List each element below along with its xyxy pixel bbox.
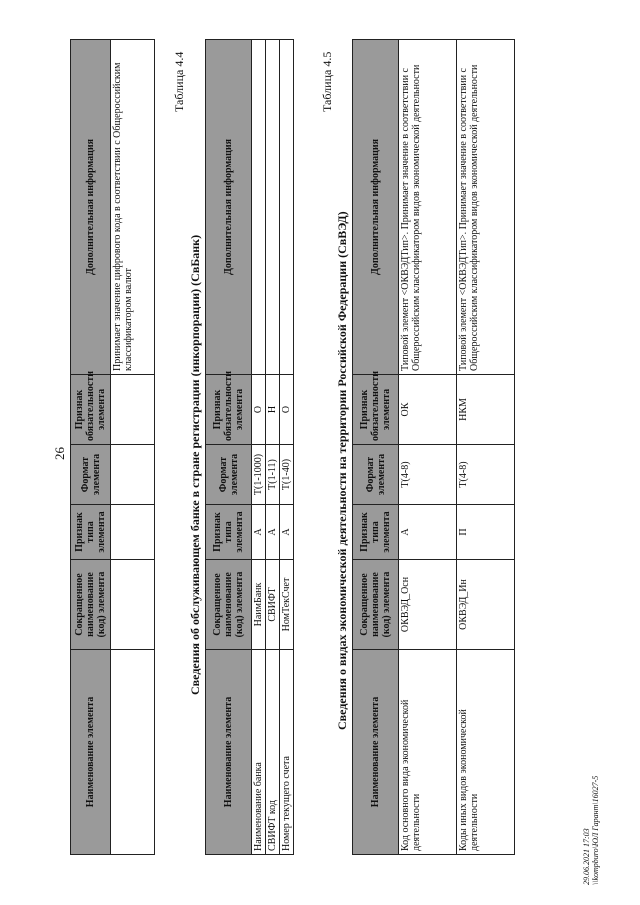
table-row: [399, 40, 457, 855]
header-cell: Признак типа элемента: [353, 505, 399, 560]
header-cell: Формат элемента: [353, 445, 399, 505]
table-caption-4-4: Таблица 4.4: [172, 51, 186, 112]
table-cell: Н: [266, 375, 280, 445]
table-header-row: [353, 40, 399, 855]
header-cell: Наименование элемента: [206, 650, 252, 855]
header-cell: Дополнительная информация: [353, 40, 399, 375]
table-cell: ОК: [399, 375, 457, 445]
table-cell: ОКВЭД_Ин: [457, 560, 515, 650]
footer-path: \\kompburo\ЮЛ Гарант\16027-5: [591, 775, 600, 885]
table-cell: ОКВЭД_Осн: [399, 560, 457, 650]
header-cell: Дополнительная информация: [71, 40, 111, 375]
table-row: [252, 40, 266, 855]
header-cell: Сокращенное наименование (код) элемента: [71, 560, 111, 650]
table-cell: Типовой элемент <ОКВЭДТип>. Принимает значение в соответствии с Общероссийским классификатором видов экономической деятельности: [457, 40, 515, 375]
table-cell: П: [457, 505, 515, 560]
table-cell: Наименование банка: [252, 650, 266, 855]
page-number: 26: [52, 447, 67, 460]
table-cell: [266, 40, 280, 375]
header-cell: Признак обязательности элемента: [353, 375, 399, 445]
footer-date: 29.06.2021 17:03: [582, 828, 591, 885]
continuation-table: [70, 39, 155, 855]
table-cell: О: [280, 375, 294, 445]
header-cell: Признак обязательности элемента: [206, 375, 252, 445]
table-row: [280, 40, 294, 855]
table-cell: А: [280, 505, 294, 560]
header-cell: Признак обязательности элемента: [71, 375, 111, 445]
table-row: [266, 40, 280, 855]
header-cell: Дополнительная информация: [206, 40, 252, 375]
table-row: [457, 40, 515, 855]
table-4-4: [205, 39, 294, 855]
table-cell: T(4-8): [457, 445, 515, 505]
table-cell: T(1-40): [280, 445, 294, 505]
table-header-row: [71, 40, 111, 855]
table-cell: НаимБанк: [252, 560, 266, 650]
table-header-row: [206, 40, 252, 855]
table-title-4-4: Сведения об обслуживающем банке в стране регистрации (инкорпорации) (СвБанк): [188, 234, 202, 695]
table-cell: Код основного вида экономической деятельности: [399, 650, 457, 855]
table-row: [111, 40, 155, 855]
header-cell: Формат элемента: [71, 445, 111, 505]
header-cell: Наименование элемента: [71, 650, 111, 855]
table-cell: T(4-8): [399, 445, 457, 505]
table-cell: [111, 560, 155, 650]
table-cell: НКМ: [457, 375, 515, 445]
header-cell: Признак типа элемента: [71, 505, 111, 560]
table-cell: СВИФТ код: [266, 650, 280, 855]
table-cell: А: [266, 505, 280, 560]
footer-stamp: [582, 776, 600, 885]
table-cell: А: [399, 505, 457, 560]
table-cell: Номер текущего счета: [280, 650, 294, 855]
table-title-4-5: Сведения о видах экономической деятельности на территории Российской Федерации (СвВЭД): [335, 211, 349, 730]
table-caption-4-5: Таблица 4.5: [320, 51, 334, 112]
table-cell: НомТекСчет: [280, 560, 294, 650]
table-4-5: [352, 39, 515, 855]
header-cell: Сокращенное наименование (код) элемента: [353, 560, 399, 650]
table-cell: [252, 40, 266, 375]
table-cell: [280, 40, 294, 375]
header-cell: Формат элемента: [206, 445, 252, 505]
table-cell: [111, 650, 155, 855]
table-cell: СВИФТ: [266, 560, 280, 650]
header-cell: Сокращенное наименование (код) элемента: [206, 560, 252, 650]
table-cell: Типовой элемент <ОКВЭДТип>. Принимает значение в соответствии с Общероссийским классификатором видов экономической деятельности: [399, 40, 457, 375]
table-cell: Коды иных видов экономической деятельности: [457, 650, 515, 855]
header-cell: Признак типа элемента: [206, 505, 252, 560]
table-cell: Принимает значение цифрового кода в соответствии с Общероссийским классификатором валют: [111, 40, 155, 375]
header-cell: Наименование элемента: [353, 650, 399, 855]
table-cell: T(1-1000): [252, 445, 266, 505]
table-cell: А: [252, 505, 266, 560]
table-cell: [111, 505, 155, 560]
table-cell: T(1-11): [266, 445, 280, 505]
table-cell: [111, 445, 155, 505]
table-cell: [111, 375, 155, 445]
table-cell: О: [252, 375, 266, 445]
